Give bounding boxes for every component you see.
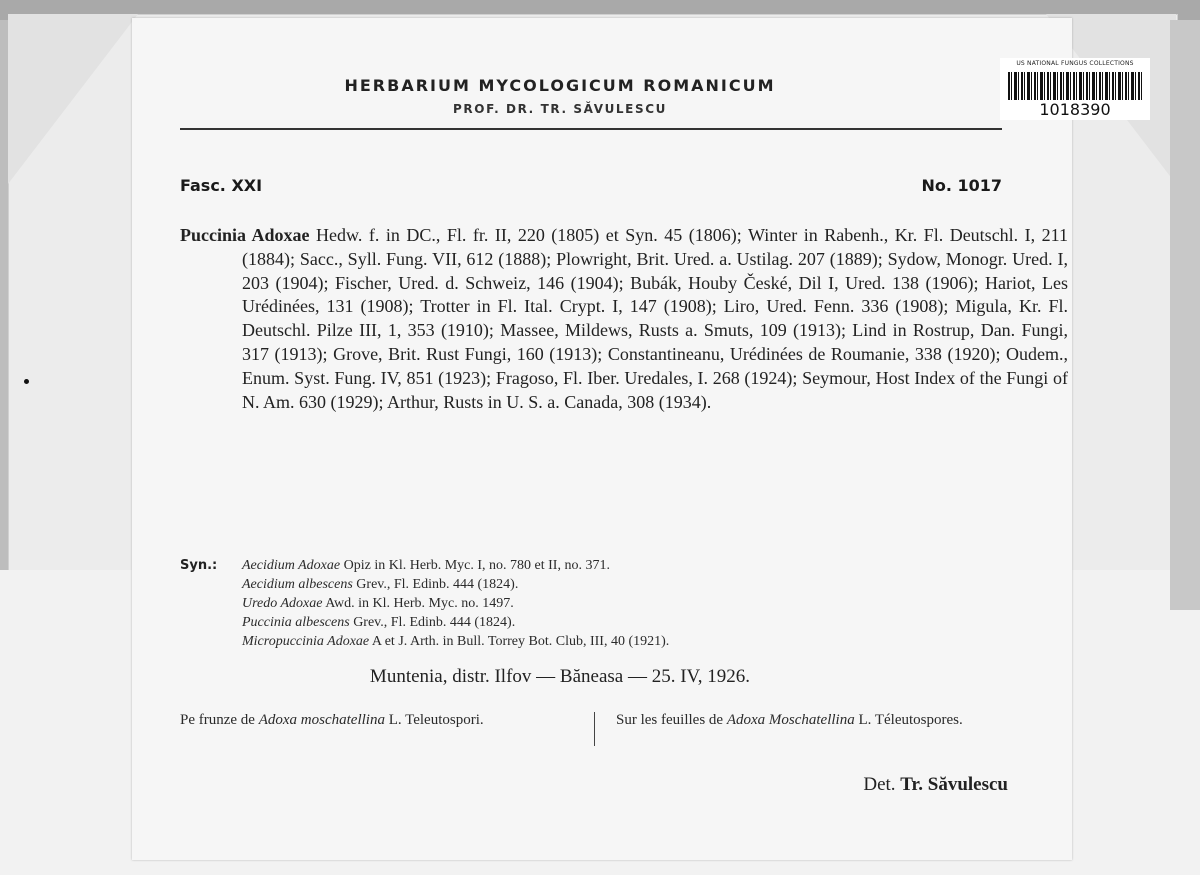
header-rule <box>180 128 1002 130</box>
synonym-name: Aecidium albescens <box>242 577 353 592</box>
species-name: Puccinia Adoxae <box>180 225 310 245</box>
synonym-name: Aecidium Adoxae <box>242 558 341 573</box>
host-french <box>616 710 1006 730</box>
determiner-name: Tr. Săvulescu <box>900 774 1008 795</box>
synonym-ref: Awd. in Kl. Herb. Myc. no. 1497. <box>325 596 514 611</box>
host-fr-suffix: L. Téleutospores. <box>858 712 963 728</box>
synonyms-list <box>242 556 1002 651</box>
herbarium-label <box>132 18 1134 860</box>
barcode-number: 1018390 <box>1039 100 1111 119</box>
collection-locality: Muntenia, distr. Ilfov — Băneasa — 25. IV, 1926. <box>369 666 751 687</box>
specimen-dot <box>24 379 29 384</box>
synonym-item <box>242 556 1002 575</box>
host-divider <box>594 712 595 746</box>
host-romanian <box>180 710 580 730</box>
background-strip <box>1170 20 1200 610</box>
synonym-item <box>242 613 1002 632</box>
barcode-sticker <box>1000 58 1150 120</box>
host-fr-name: Adoxa Moschatellina <box>726 712 855 728</box>
synonym-ref: Grev., Fl. Edinb. 444 (1824). <box>356 577 519 592</box>
determiner <box>863 774 1008 796</box>
bibliography <box>180 224 1068 414</box>
synonym-name: Uredo Adoxae <box>242 596 323 611</box>
synonym-item <box>242 575 1002 594</box>
synonym-name: Micropuccinia Adoxae <box>242 634 370 649</box>
barcode-icon <box>1008 72 1142 100</box>
herbarium-title: HERBARIUM MYCOLOGICUM ROMANICUM <box>344 76 776 95</box>
barcode-caption: US NATIONAL FUNGUS COLLECTIONS <box>1016 60 1134 67</box>
fascicle-number: Fasc. XXI <box>180 176 263 195</box>
synonym-ref: Grev., Fl. Edinb. 444 (1824). <box>353 615 516 630</box>
synonym-ref: Opiz in Kl. Herb. Myc. I, no. 780 et II, no. 371. <box>343 558 610 573</box>
herbarium-subtitle: PROF. DR. TR. SĂVULESCU <box>453 102 667 116</box>
host-ro-name: Adoxa moschatellina <box>258 712 385 728</box>
citation-text: Hedw. f. in DC., Fl. fr. II, 220 (1805) et Syn. 45 (1806); Winter in Rabenh., Kr. Fl. Deutschl. I, 211 (1884); Sacc., Syll. Fung. VII, 612 (1888); Plowright, Brit. Ured. a. Ustilag. 207 (1889); Sydow, Monogr. Ured. I, 203 (1904); Fischer, Ured. d. Schweiz, 146 (1904); Bubák, Houby České, Dil I, Ured. 138 (1906); Hariot, Les Urédinées, 131 (1908); Trotter in Fl. Ital. Crypt. I, 147 (1908); Liro, Ured. Fenn. 336 (1908); Migula, Kr. Fl. Deutschl. Pilze III, 1, 353 (1910); Massee, Mildews, Rusts a. Smuts, 109 (1913); Lind in Rostrup, Dan. Fungi, 317 (1913); Grove, Brit. Rust Fungi, 160 (1913); Constantineanu, Urédinées de Roumanie, 338 (1920); Oudem., Enum. Syst. Fung. IV, 851 (1923); Fragoso, Fl. Iber. Uredales, I. 268 (1924); Seymour, Host Index of the Fungi of N. Am. 630 (1929); Arthur, Rusts in U. S. a. Canada, 308 (1934). <box>242 225 1069 412</box>
host-fr-prefix: Sur les feuilles de <box>616 712 724 728</box>
synonym-item <box>242 632 1002 651</box>
synonym-ref: A et J. Arth. in Bull. Torrey Bot. Club, III, 40 (1921). <box>371 634 670 649</box>
synonym-item <box>242 594 1002 613</box>
host-ro-prefix: Pe frunze de <box>180 712 255 728</box>
synonym-name: Puccinia albescens <box>242 615 350 630</box>
host-ro-suffix: L. Teleutospori. <box>388 712 484 728</box>
synonyms-label: Syn.: <box>180 558 218 573</box>
determiner-prefix: Det. <box>863 774 896 795</box>
envelope-flap-left <box>8 14 138 184</box>
specimen-number: No. 1017 <box>921 176 1002 195</box>
